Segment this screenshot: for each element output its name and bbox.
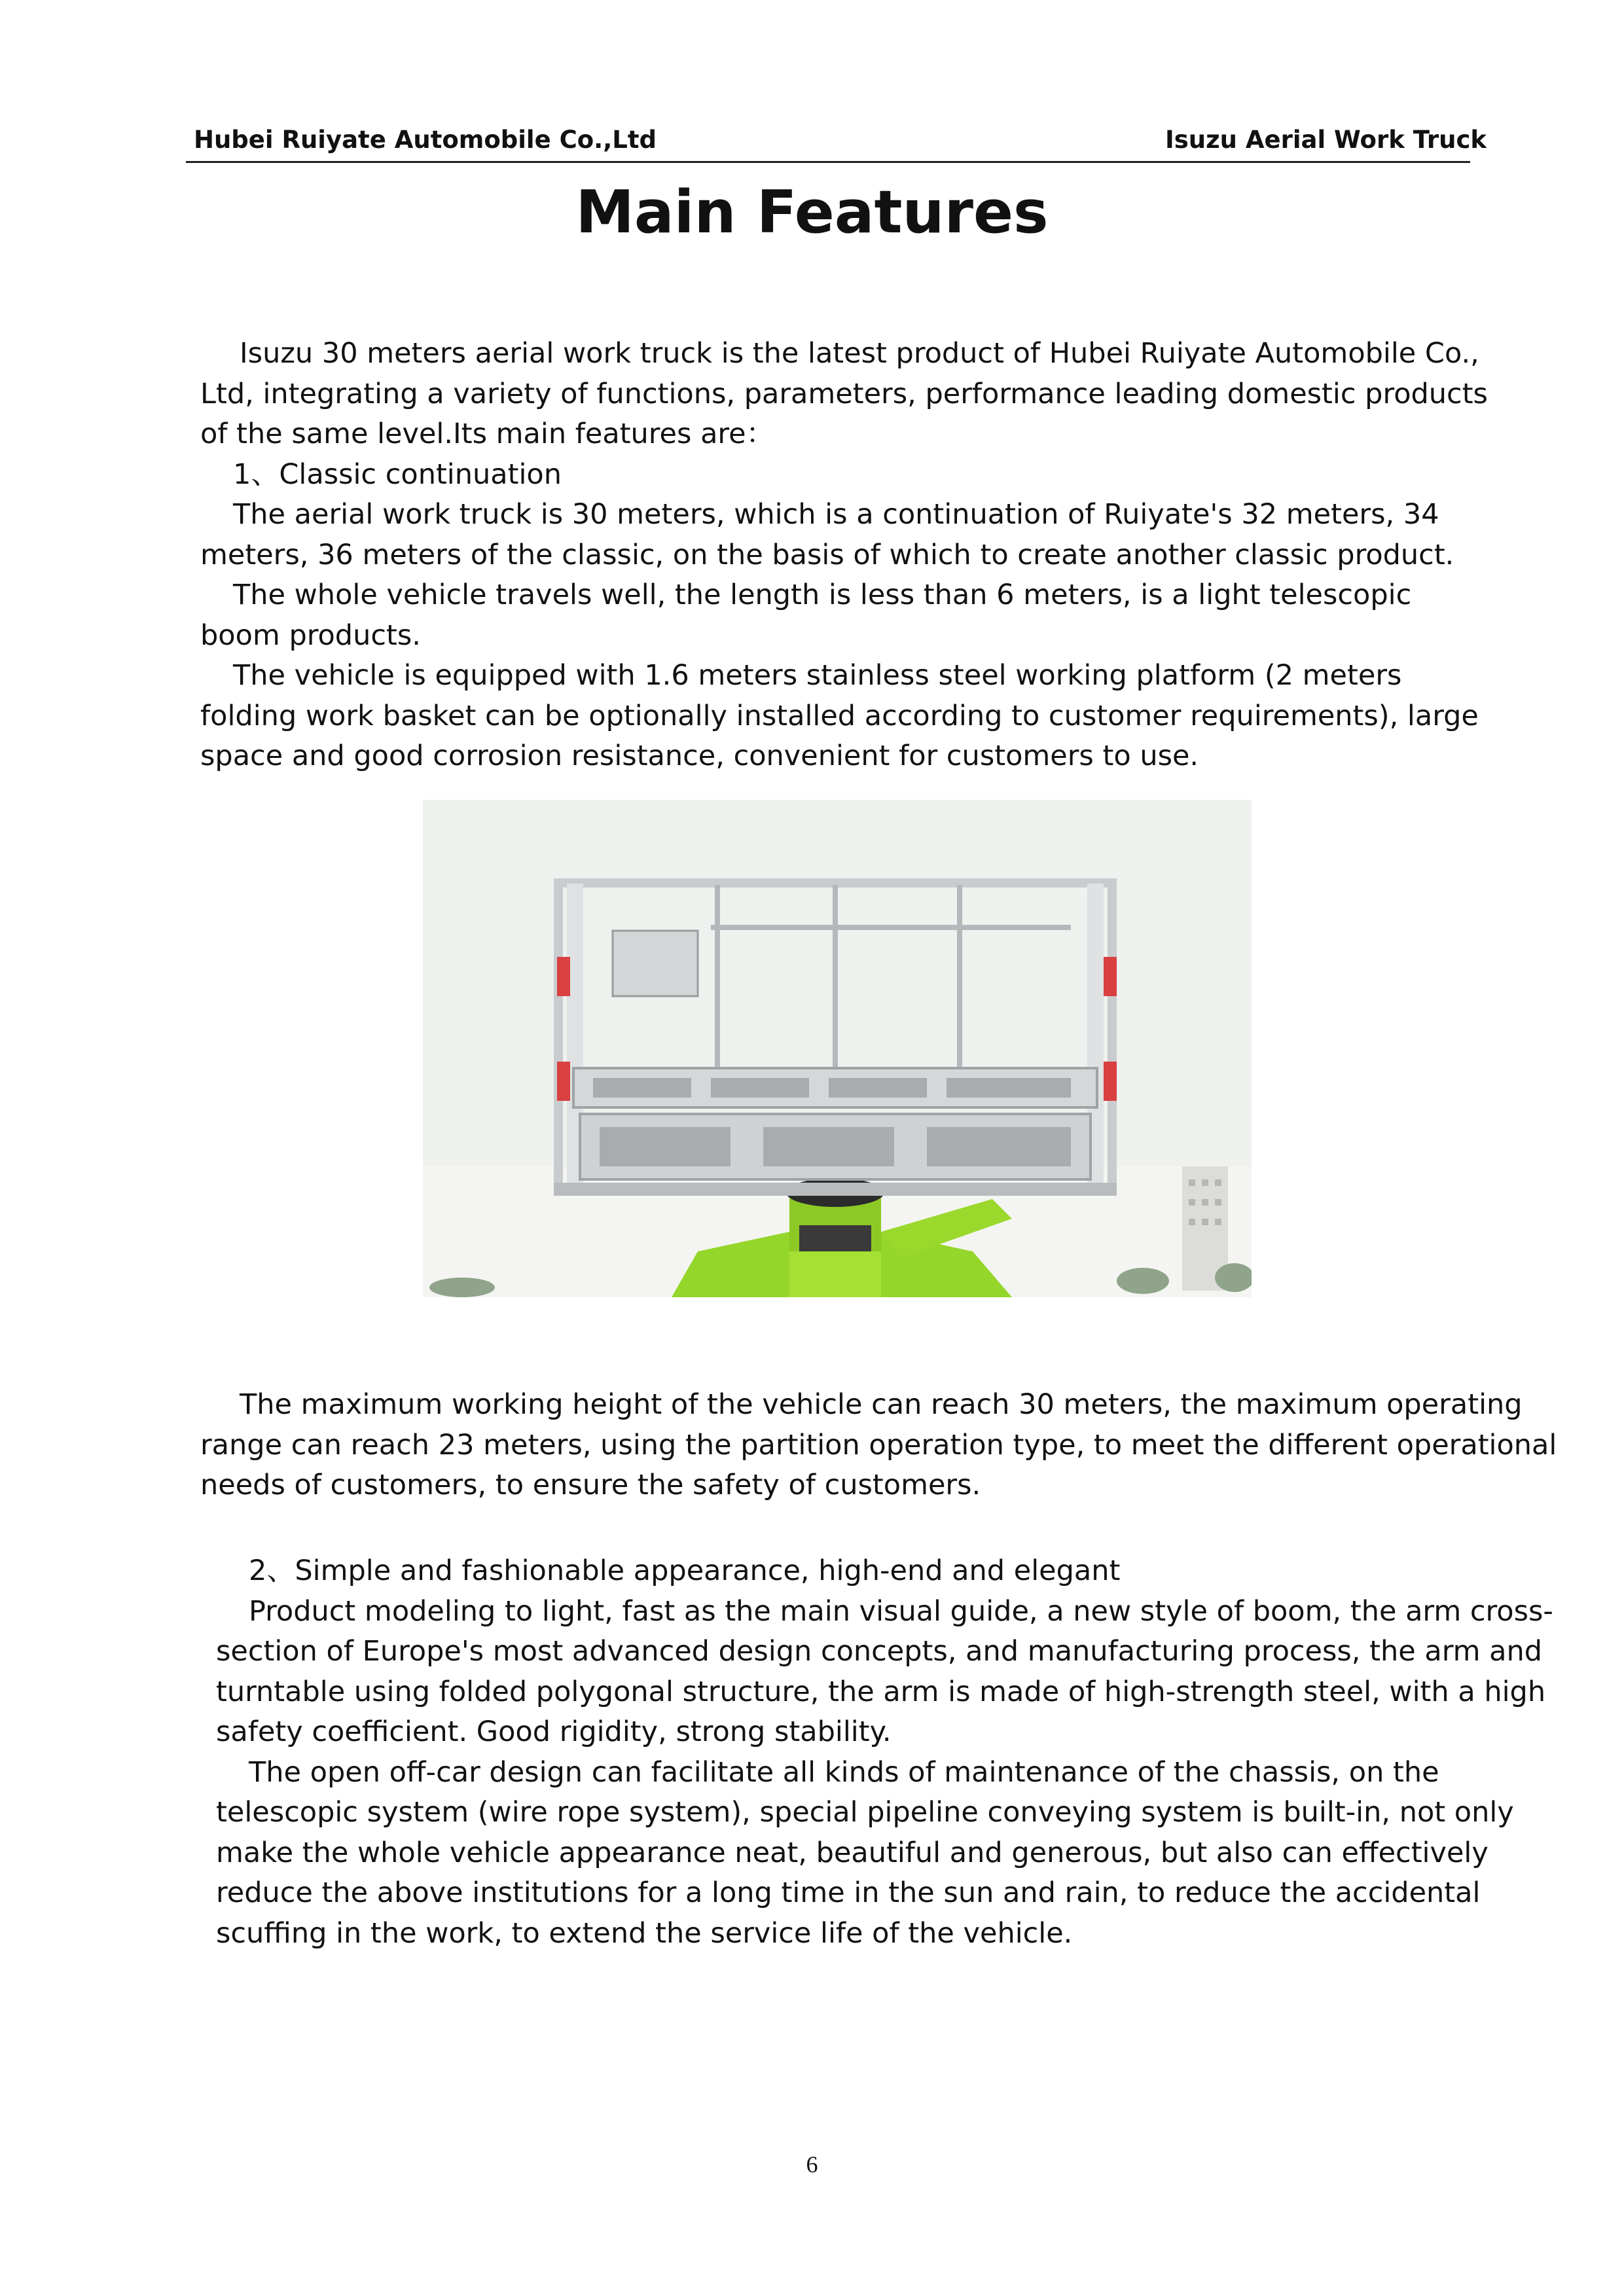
- intro-paragraph: Isuzu 30 meters aerial work truck is the latest product of Hubei Ruiyate Automobile Co., Ltd, integrating a variety of functions, parameters, performance leading domestic products of the same level.Its main features are：: [200, 337, 1488, 450]
- section-1-heading: 1、Classic continuation: [233, 457, 562, 491]
- page-number: 6: [806, 2151, 818, 2178]
- paragraph: The maximum working height of the vehicle can reach 30 meters, the maximum operating range can reach 23 meters, using the partition operation type, to meet the different operational needs of customers, to ensure the safety of customers.: [200, 1388, 1557, 1501]
- section-2-text: [216, 1551, 1578, 1954]
- header-company: Hubei Ruiyate Automobile Co.,Ltd: [194, 126, 657, 154]
- paragraph: The aerial work truck is 30 meters, which is a continuation of Ruiyate's 32 meters, 34 meters, 36 meters of the classic, on the basis of which to create another classic product.: [200, 498, 1454, 571]
- header-product: Isuzu Aerial Work Truck: [1164, 126, 1487, 154]
- page-title: Main Features: [575, 178, 1049, 247]
- aerial-platform-photo: [423, 800, 1252, 1297]
- paragraph: The whole vehicle travels well, the length is less than 6 meters, is a light telescopic boom products.: [200, 579, 1412, 652]
- paragraph: Product modeling to light, fast as the main visual guide, a new style of boom, the arm cross-section of Europe's most advanced design concepts, and manufacturing process, the arm and turntable using folded polygonal structure, the arm is made of high-strength steel, with a high safety coefficient. Good rigidity, strong stability.: [216, 1594, 1553, 1748]
- header-divider: [186, 161, 1470, 163]
- paragraph: The vehicle is equipped with 1.6 meters stainless steel working platform (2 meters folding work basket can be optionally installed according to customer requirements), large space and good corrosion resistance, convenient for customers to use.: [200, 659, 1479, 772]
- section-1b-text: [200, 1385, 1568, 1506]
- section-1-text: [200, 334, 1496, 777]
- paragraph: The open off-car design can facilitate all kinds of maintenance of the chassis, on the telescopic system (wire rope system), special pipeline conveying system is built-in, not only make the whole vehicle appearance neat, beautiful and generous, but also can effectively reduce the above institutions for a long time in the sun and rain, to reduce the accidental scuffing in the work, to extend the service life of the vehicle.: [216, 1755, 1514, 1950]
- section-2-heading: 2、Simple and fashionable appearance, high-end and elegant: [249, 1554, 1121, 1587]
